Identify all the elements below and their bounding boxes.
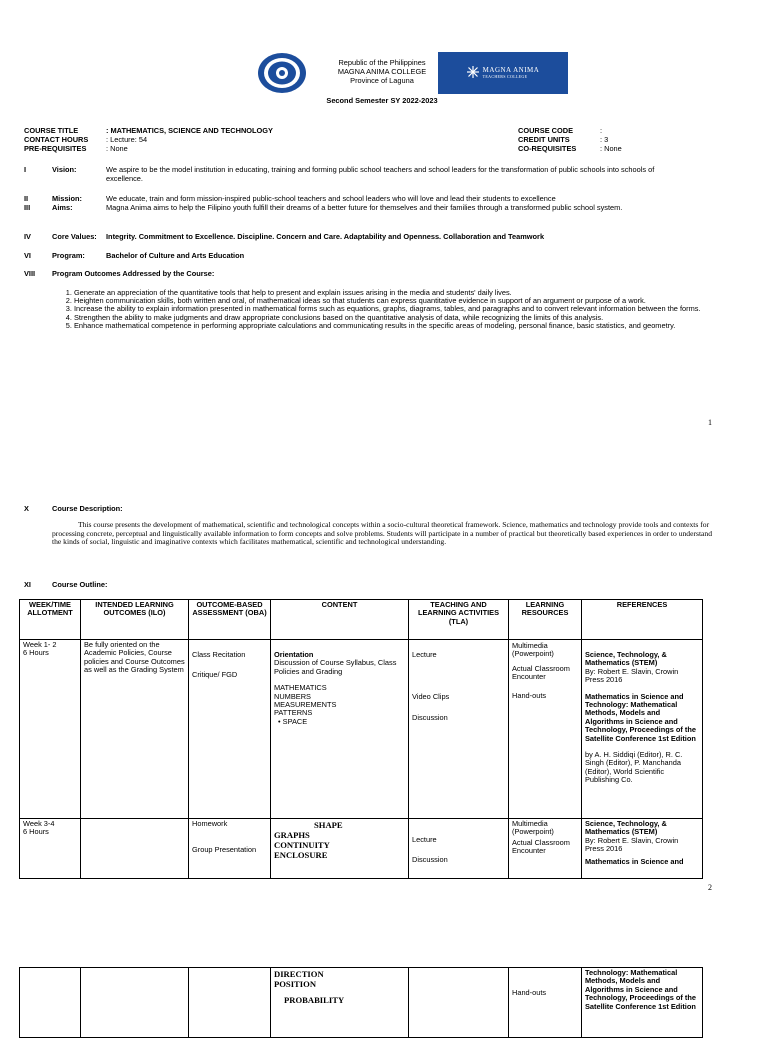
credit-units-label: CREDIT UNITS (518, 135, 570, 145)
description-num: X (24, 504, 29, 513)
table-row (20, 819, 703, 879)
week-cell (20, 968, 81, 1038)
outcomes-num: VIII (24, 269, 36, 278)
reference-author: By: Robert E. Slavin, Crowin Press 2016 (585, 666, 679, 685)
program-num: VI (24, 251, 31, 260)
description-text: This course presents the development of mathematical, scientific and technological concepts within a socio-cultural theoretical framework. Science, mathematics and technology provide tools and contexts for processing concrete, perceptual and linguistically available information to form concepts and solve problems. Students will participate in a number of practical but theoretically based experiences in order to understand the kinds of social, linguistic and imaginative contexts which facilitates mathematical, scientific and technological understanding. (52, 520, 713, 547)
col-header-tla: TEACHING AND LEARNING ACTIVITIES (TLA) (409, 600, 509, 640)
contact-hours-label: CONTACT HOURS (24, 135, 89, 145)
references-cell (582, 968, 703, 1038)
content-item: ENCLOSURE (274, 850, 328, 860)
course-outline-table-continued (19, 967, 703, 1038)
content-title: Orientation (274, 650, 314, 659)
reference-title: Science, Technology, & Mathematics (STEM) (585, 650, 667, 668)
core-text: Integrity. Commitment to Excellence. Discipline. Concern and Care. Adaptability and Openness. Collaboration and Teamwork (106, 232, 545, 241)
tla-item: Lecture (412, 650, 437, 659)
mission-text: We educate, train and form mission-inspired public-school teachers and school leaders who will love and lead their students to excellence (106, 194, 556, 203)
program-section (24, 251, 624, 260)
page-number-2: 2 (708, 883, 712, 892)
oba-item: Group Presentation (192, 845, 257, 855)
resource-item: Multimedia (Powerpoint) (512, 641, 554, 659)
week-label: Week 3-4 (23, 819, 55, 828)
oba-cell (189, 819, 271, 879)
resources-cell (509, 819, 582, 879)
course-title-label: COURSE TITLE (24, 126, 79, 135)
content-cell (271, 640, 409, 819)
outcome-item: 5. Enhance mathematical competence in performing appropriate calculations and communicating results in the specific areas of modeling, personal finance, basic statistics, and geometry. (74, 322, 730, 330)
mission-num: II (24, 194, 29, 203)
oba-item: Class Recitation (192, 650, 246, 659)
outcome-item: 2. Heighten communication skills, both written and oral, of mathematical ideas so that students can express quantitative evidence in support of an argument or purpose of a work. (74, 297, 730, 305)
tla-item: Lecture (412, 835, 437, 844)
core-values-section (24, 232, 734, 241)
vision-label: Vision: (52, 165, 77, 174)
reference-title: Mathematics in Science and Technology: Mathematical Methods, Models and Algorithms in Science and Technology, Proceedings of the Satellite Conference 1st Edition (585, 691, 697, 743)
content-item: POSITION (274, 979, 317, 989)
content-item: PROBABILITY (284, 995, 345, 1005)
core-num: IV (24, 232, 31, 241)
ilo-cell (81, 819, 189, 879)
course-outline-table (19, 599, 703, 879)
tla-cell (409, 968, 509, 1038)
province-text: Province of Laguna (350, 76, 414, 85)
core-label: Core Values: (52, 232, 97, 241)
emblem-icon (467, 66, 479, 80)
credit-units-value: : 3 (600, 135, 609, 145)
resource-item: Hand-outs (512, 690, 547, 700)
program-outcomes-list (60, 289, 730, 330)
content-item: PATTERNS (274, 708, 313, 718)
reference-title: Science, Technology, & Mathematics (STEM) (585, 819, 667, 837)
resources-cell (509, 640, 582, 819)
tla-cell (409, 819, 509, 879)
outline-heading (24, 580, 624, 589)
vision-text: We aspire to be the model institution in educating, training and forming public school teachers and school leaders for the transformation of public schools into schools of excellence. (106, 165, 655, 184)
col-header-resources: LEARNING RESOURCES (509, 600, 582, 640)
aims-label: Aims: (52, 203, 73, 212)
content-item: SHAPE (314, 820, 343, 830)
content-item: GRAPHS (274, 830, 310, 840)
oba-item: Critique/ FGD (192, 670, 238, 680)
course-code-value: : (600, 126, 603, 135)
republic-text: Republic of the Philippines (338, 58, 426, 67)
coreq-value: : None (600, 144, 622, 154)
tla-item: Discussion (412, 712, 448, 722)
banner-title: MAGNA ANIMA (482, 65, 540, 74)
col-header-content: CONTENT (271, 600, 409, 640)
page-number-1: 1 (708, 418, 712, 427)
outcomes-label: Program Outcomes Addressed by the Course: (52, 269, 215, 278)
course-title-value: : MATHEMATICS, SCIENCE AND TECHNOLOGY (106, 126, 273, 135)
references-cell (582, 819, 703, 879)
content-item: MATHEMATICS (274, 683, 327, 693)
reference-title: Technology: Mathematical Methods, Models and Algorithms in Science and Technology, Proceedings of the Satellite Conference 1st Edition (585, 968, 697, 1011)
course-info-left (24, 126, 484, 153)
description-label: Course Description: (52, 504, 123, 513)
content-item: DIRECTION (274, 969, 324, 979)
program-text: Bachelor of Culture and Arts Education (106, 251, 245, 260)
references-cell (582, 640, 703, 819)
resource-item: Actual Classroom Encounter (512, 837, 570, 856)
oba-cell (189, 640, 271, 819)
hours-label: 6 Hours (23, 648, 49, 658)
outcome-item: 3. Increase the ability to explain information presented in mathematical forms such as equations, graphs, diagrams, tables, and paragraphs and to convert relevant information between the forms. (74, 305, 730, 313)
reference-title: Mathematics in Science and (585, 856, 684, 866)
outline-num: XI (24, 580, 31, 589)
week-cell (20, 819, 81, 879)
tla-item: Discussion (412, 855, 448, 865)
contact-hours-value: : Lecture: 54 (106, 135, 148, 145)
aims-text: Magna Anima aims to help the Filipino youth fulfill their dreams of a better future for themselves and their families through a transformed public school system. (106, 203, 623, 212)
resources-cell (509, 968, 582, 1038)
outcomes-heading (24, 269, 624, 278)
oba-item: Homework (192, 819, 228, 828)
col-header-week: WEEK/TIME ALLOTMENT (20, 600, 81, 640)
week-cell (20, 640, 81, 819)
prereq-label: PRE-REQUISITES (24, 144, 87, 154)
reference-author: by A. H. Siddiqi (Editor), R. C. Singh (Editor), P. Manchanda (Editor), World Scientific Publishing Co. (585, 750, 683, 785)
prereq-value: : None (106, 144, 128, 154)
aims-section (24, 203, 724, 212)
content-cell (271, 819, 409, 879)
table-header-row (20, 600, 703, 640)
mission-label: Mission: (52, 194, 82, 203)
table-row (20, 968, 703, 1038)
resource-item: Actual Classroom Encounter (512, 663, 570, 682)
outcome-item: 1. Generate an appreciation of the quantitative tools that help to present and explain issues arising in the media and students' daily lives. (74, 289, 730, 297)
content-item: CONTINUITY (274, 840, 330, 850)
mission-section (24, 194, 724, 203)
content-bullet-item: • SPACE (278, 716, 308, 726)
col-header-references: REFERENCES (582, 600, 703, 640)
ilo-cell (81, 968, 189, 1038)
aims-num: III (24, 203, 31, 212)
program-label: Program: (52, 251, 85, 260)
week-label: Week 1- 2 (23, 640, 57, 649)
ilo-cell: Be fully oriented on the Academic Policies, Course policies and Course Outcomes as well as the Grading System (81, 640, 189, 819)
content-bullet-text: SPACE (282, 716, 308, 726)
resource-item: Hand-outs (512, 988, 547, 997)
content-cell (271, 968, 409, 1038)
vision-num: I (24, 165, 27, 174)
semester-label: Second Semester SY 2022-2023 (326, 96, 438, 105)
course-code-label: COURSE CODE (518, 126, 574, 135)
tla-cell (409, 640, 509, 819)
vision-section (24, 165, 724, 183)
tla-item: Video Clips (412, 692, 450, 702)
course-info-right (518, 126, 698, 153)
college-name: MAGNA ANIMA COLLEGE (337, 67, 427, 76)
college-banner-logo (438, 52, 568, 94)
resource-item: Multimedia (Powerpoint) (512, 819, 554, 837)
reference-author: By: Robert E. Slavin, Crowin Press 2016 (585, 835, 679, 854)
outline-label: Course Outline: (52, 580, 108, 589)
banner-subtitle: TEACHERS COLLEGE (482, 73, 528, 79)
table-row (20, 640, 703, 819)
hours-label: 6 Hours (23, 827, 49, 837)
content-item: NUMBERS (274, 691, 311, 701)
coreq-label: CO-REQUISITES (518, 144, 577, 154)
description-heading (24, 504, 624, 513)
col-header-ilo: INTENDED LEARNING OUTCOMES (ILO) (81, 600, 189, 640)
oba-cell (189, 968, 271, 1038)
content-subtitle: Discussion of Course Syllabus, Class Policies and Grading (274, 658, 397, 676)
content-item: MEASUREMENTS (274, 700, 337, 710)
outcome-item: 4. Strengthen the ability to make judgments and draw appropriate conclusions based on the quantitative analysis of data, while recognizing the limits of this analysis. (74, 314, 730, 322)
col-header-oba: OUTCOME-BASED ASSESSMENT (OBA) (189, 600, 271, 640)
